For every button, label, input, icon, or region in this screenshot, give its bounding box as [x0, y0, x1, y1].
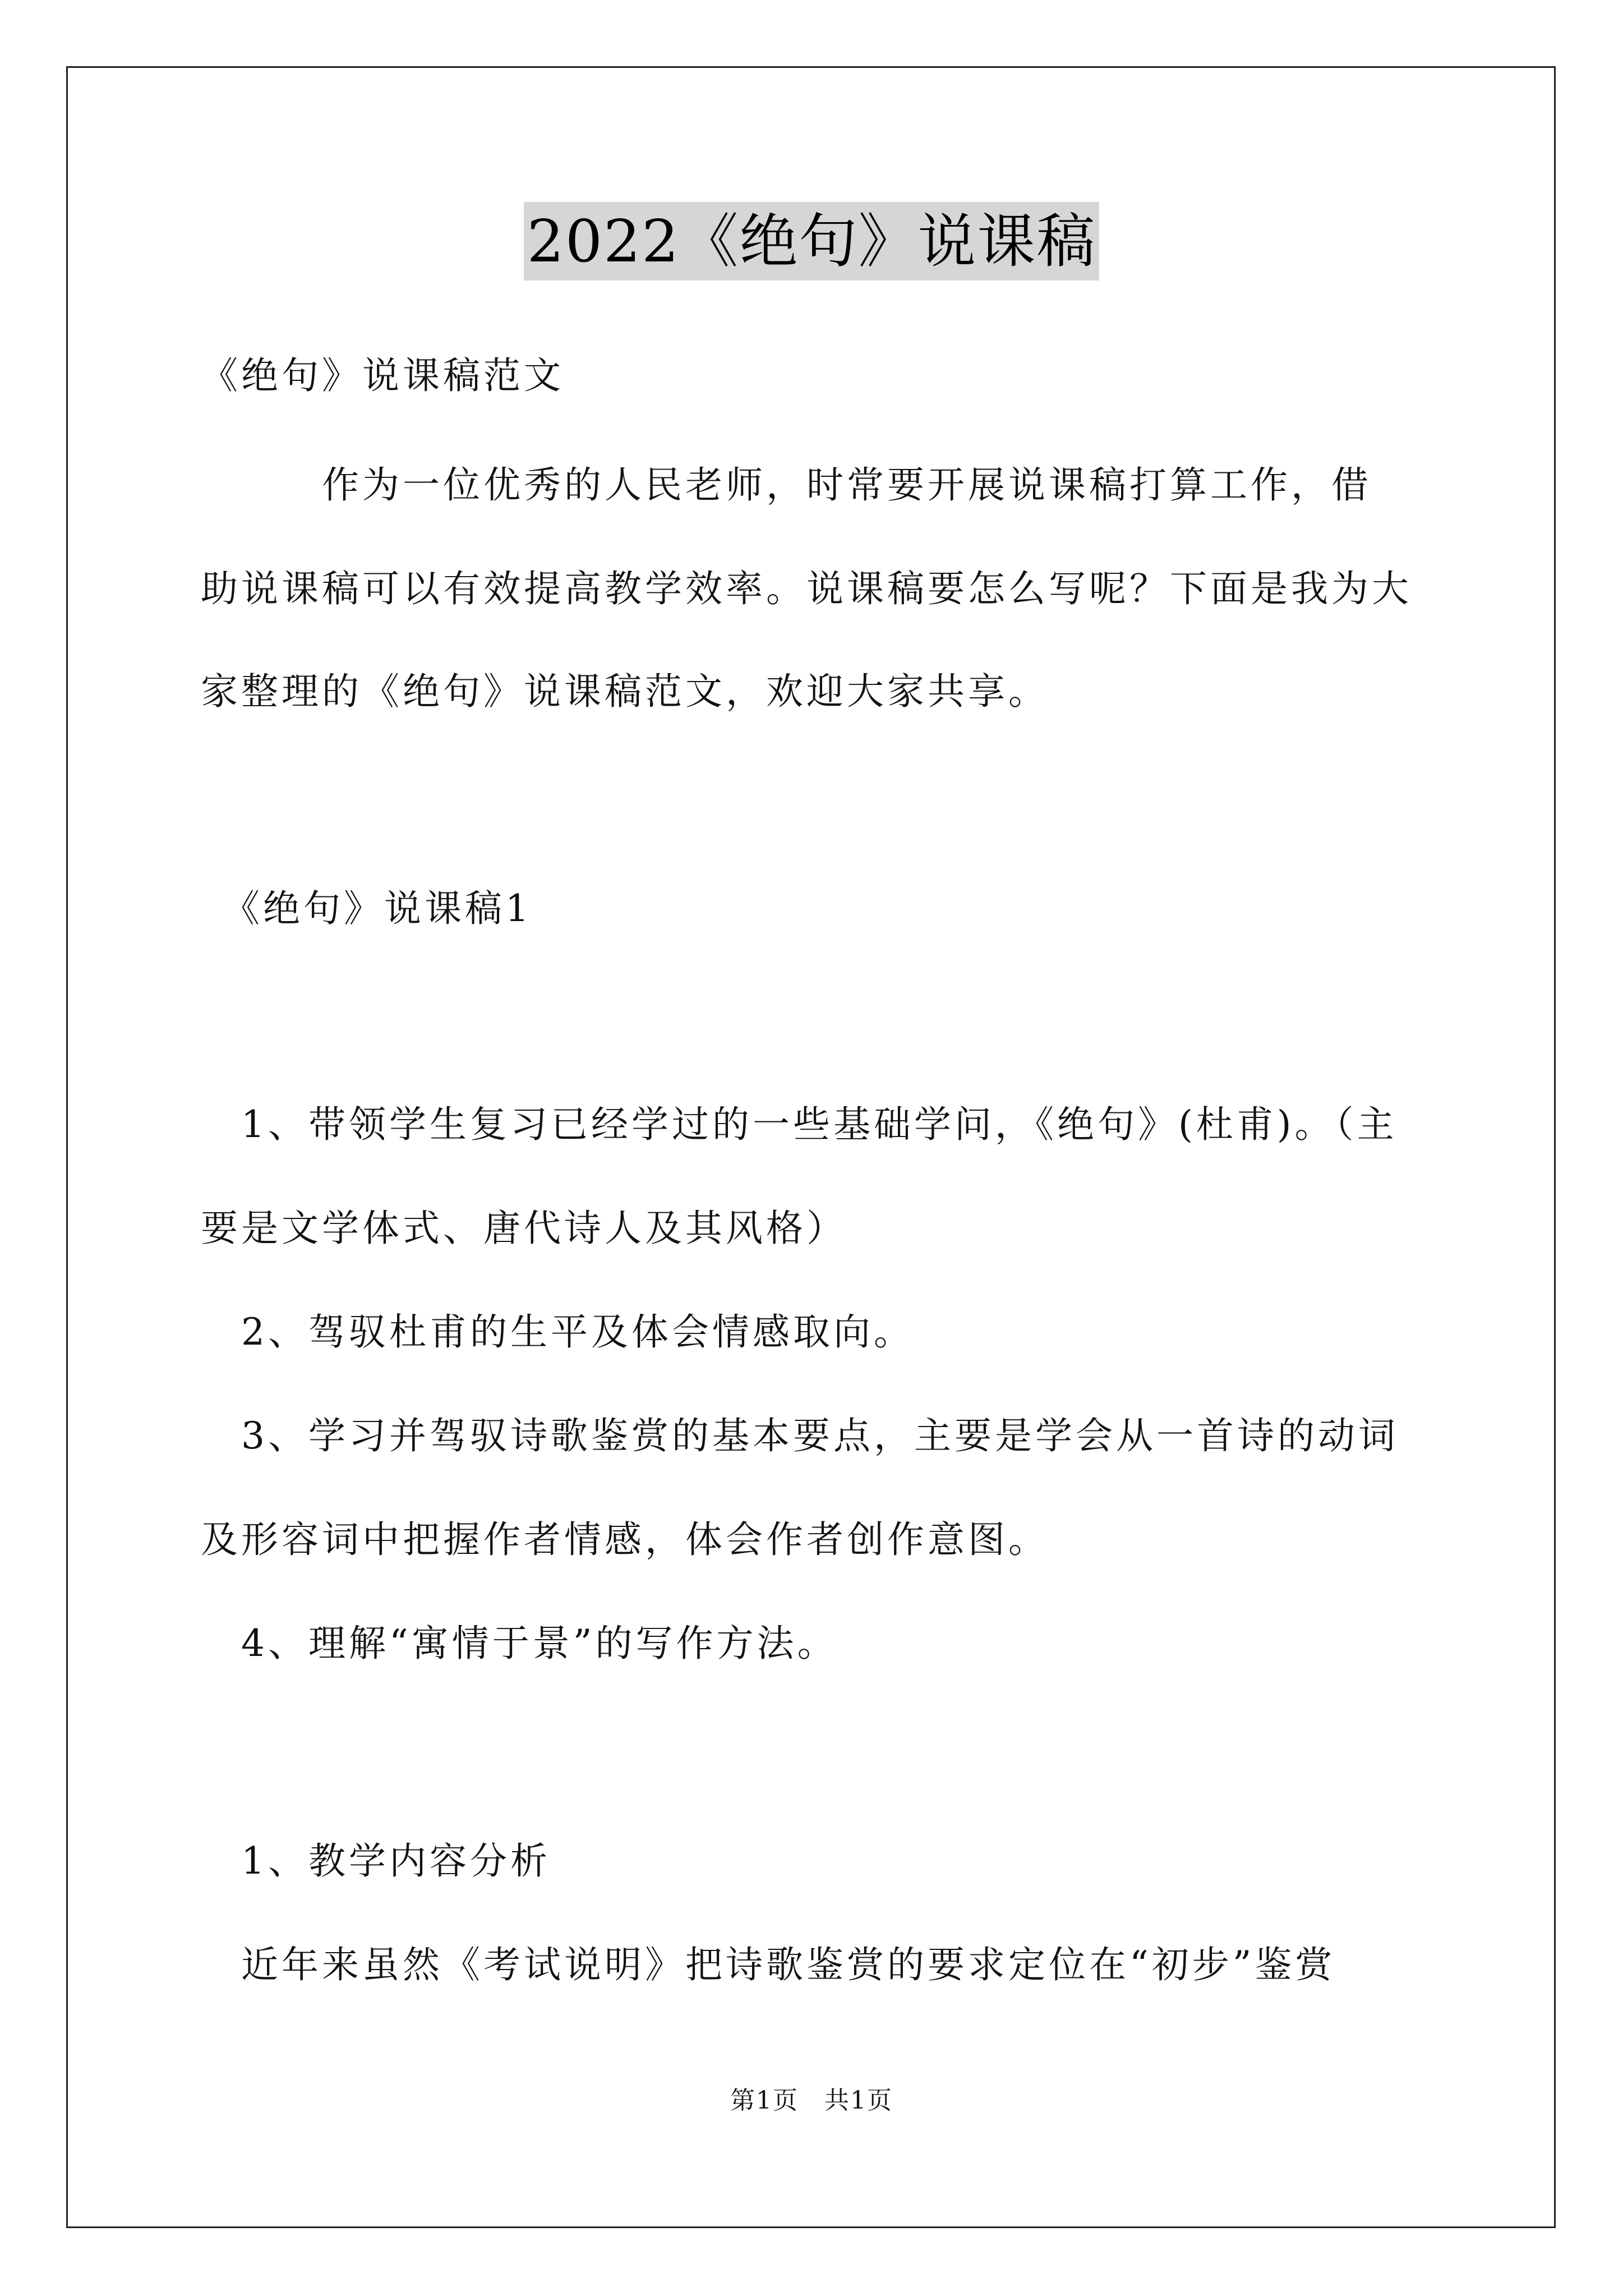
- section-heading: 《绝句》说课稿1: [201, 887, 532, 930]
- document-title: 2022《绝句》说课稿: [524, 202, 1100, 280]
- paragraph-line: 及形容词中把握作者情感，体会作者创作意图。: [201, 1518, 1049, 1561]
- paragraph-line: 助说课稿可以有效提高教学效率。说课稿要怎么写呢？下面是我为大: [201, 567, 1412, 610]
- title-container: [0, 202, 1623, 280]
- paragraph-line: 作为一位优秀的人民老师，时常要开展说课稿打算工作，借: [201, 463, 1372, 507]
- paragraph-line: 家整理的《绝句》说课稿范文，欢迎大家共享。: [201, 670, 1049, 713]
- paragraph-line: 1、带领学生复习已经学过的一些基础学问，《绝句》(杜甫)。（主: [201, 1103, 1398, 1146]
- paragraph-line: 2、驾驭杜甫的生平及体会情感取向。: [201, 1310, 914, 1354]
- paragraph-line: 4、理解“寓情于景”的写作方法。: [201, 1622, 838, 1665]
- page-footer: 第1页 共1页: [730, 2086, 893, 2115]
- paragraph-line: 要是文学体式、唐代诗人及其风格）: [201, 1207, 847, 1250]
- section-heading: 1、教学内容分析: [201, 1839, 551, 1883]
- subtitle-line: 《绝句》说课稿范文: [201, 354, 564, 397]
- paragraph-line: 3、学习并驾驭诗歌鉴赏的基本要点，主要是学会从一首诗的动词: [201, 1414, 1399, 1457]
- paragraph-line: 近年来虽然《考试说明》把诗歌鉴赏的要求定位在“初步”鉴赏: [201, 1943, 1336, 1986]
